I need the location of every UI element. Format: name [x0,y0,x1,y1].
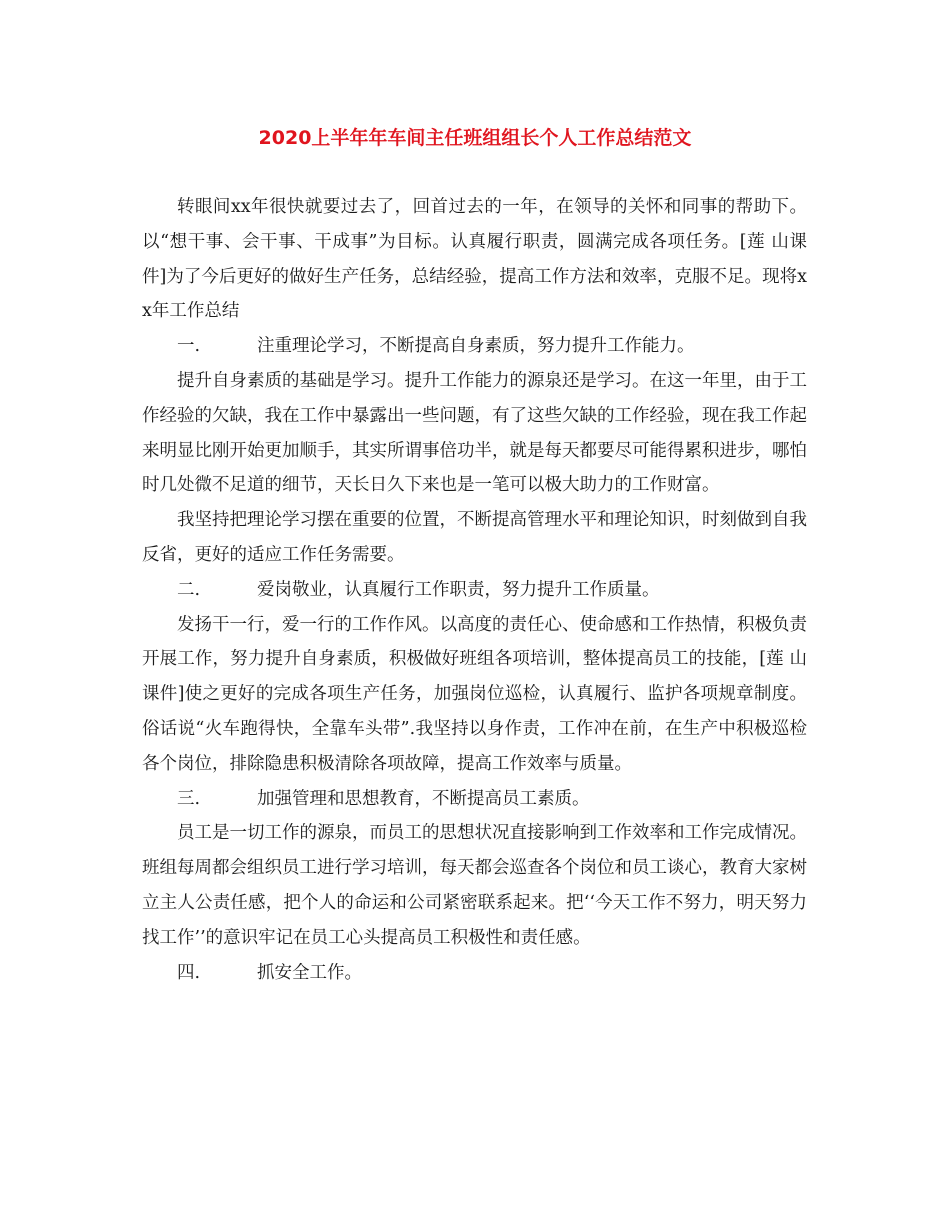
section-number: 三. [177,788,201,809]
section-heading-text: 加强管理和思想教育，不断提高员工素质。 [257,788,590,809]
section-heading-text: 爱岗敬业，认真履行工作职责，努力提升工作质量。 [257,579,660,600]
body-paragraph: 提升自身素质的基础是学习。提升工作能力的源泉还是学习。在这一年里，由于工作经验的欠缺，我在工作中暴露出一些问题，有了这些欠缺的工作经验，现在我工作起来明显比刚开始更加顺手，其实所谓事倍功半，就是每天都要尽可能得累积进步，哪怕时几处微不足道的细节，天长日久下来也是一笔可以极大助力的工作财富。 [142,370,807,496]
document-body [142,190,807,990]
section-number: 四. [177,962,201,983]
section-number: 一. [177,336,201,357]
section-heading-3 [142,782,807,817]
section-heading-text: 注重理论学习，不断提高自身素质，努力提升工作能力。 [257,336,695,357]
section-heading-1 [142,329,807,364]
section-heading-4 [142,956,807,991]
body-paragraph: 员工是一切工作的源泉，而员工的思想状况直接影响到工作效率和工作完成情况。班组每周都会组织员工进行学习培训，每天都会巡查各个岗位和员工谈心，教育大家树立主人公责任感，把个人的命运和公司紧密联系起来。把‘‘今天工作不努力，明天努力找工作’’的意识牢记在员工心头提高员工积极性和责任感。 [142,823,807,948]
document-title: 2020上半年年车间主任班组组长个人工作总结范文 [258,127,692,149]
section-number: 二. [177,579,201,600]
body-paragraph: 我坚持把理论学习摆在重要的位置，不断提高管理水平和理论知识，时刻做到自我反省，更好的适应工作任务需要。 [142,510,807,565]
section-heading-2 [142,573,807,608]
section-heading-text: 抓安全工作。 [257,962,362,983]
body-paragraph: 发扬干一行，爱一行的工作作风。以高度的责任心、使命感和工作热情，积极负责开展工作，努力提升自身素质，积极做好班组各项培训，整体提高员工的技能，[莲 山课件]使之更好的完成各项生产任务，加强岗位巡检，认真履行、监护各项规章制度。俗话说“火车跑得快，全靠车头带”.我坚持以身作责，工作冲在前，在生产中积极巡检各个岗位，排除隐患积极清除各项故障，提高工作效率与质量。 [142,614,807,774]
intro-paragraph: 转眼间xx年很快就要过去了，回首过去的一年，在领导的关怀和同事的帮助下。以“想干事、会干事、干成事”为目标。认真履行职责，圆满完成各项任务。[莲 山课件]为了今后更好的做好生产任务，总结经验，提高工作方法和效率，克服不足。现将xx年工作总结 [142,197,807,322]
